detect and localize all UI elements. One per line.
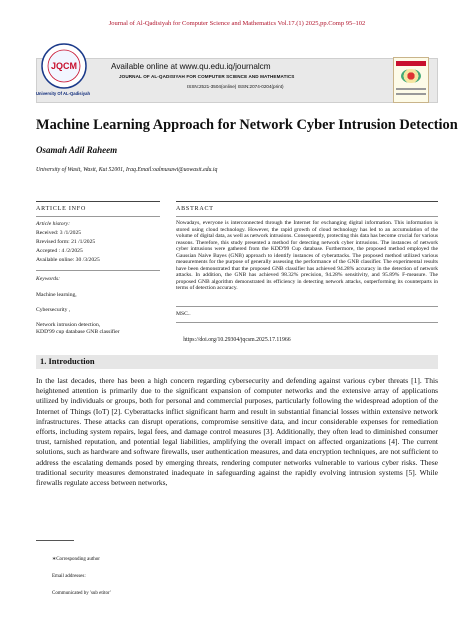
corresponding-author-note: ∗Corresponding author xyxy=(52,557,100,562)
online-date: Available online: 30 /3/2025 xyxy=(36,257,100,263)
divider xyxy=(176,322,438,323)
abstract-text: Nowadays, everyone is interconnected through the Internet for exchanging digital information. This information is stored using cloud technology. However, the rapid growth of cloud technology has led to an accumulation of the volume of digital data, as well as network intrusions. Consequently, protecting this data has become crucial for various reasons. Therefore, this study presented a method for detecting network cyber intrusions. The instances of network cyber intrusions were gathered from the KDD'99 Cup database. Furthermore, the proposed method employed the Gaussian Naive Bayes (GNB) approach to identify instances of cyberattacks. The proposed method utilized various measurements for the purpose of generally assessing the performance of the GNB classifier. The experimental results have been demonstrated that the proposed GNB classifier has achieved 94.28% accuracy in the detection of network attacks. In addition, the GNB has achieved 98.32% precision, 94.28% sensitivity, and 95.89% F-measure. The proposed GNB algorithm demonstrated its efficiency in detecting network attacks, outperforming its counterparts in terms of detection accuracy. xyxy=(176,220,438,292)
available-online: Available online at www.qu.edu.iq/journalcm xyxy=(111,62,271,71)
keyword: KDD'99 cup database GNB classifier xyxy=(36,329,120,335)
divider xyxy=(36,270,160,271)
logo-text: JQCM xyxy=(50,61,78,71)
section-heading-bar xyxy=(36,355,438,369)
keyword: Network intrusion detection, xyxy=(36,322,101,328)
communicated-note: Communicated by 'sub etitor' xyxy=(52,591,111,596)
journal-header: Journal of Al-Qadisiyah for Computer Science and Mathematics Vol.17.(1) 2025,pp.Comp 95–102 xyxy=(108,20,366,27)
divider xyxy=(36,216,160,217)
abstract-heading: ABSTRACT xyxy=(176,206,214,212)
author-affiliation: University of Wasit, Wasit, Kut 52001, Iraq.Email:oalmusawi@uowasit.edu.iq xyxy=(36,167,218,173)
divider xyxy=(176,216,438,217)
university-name: University Of AL-Qadisiyah xyxy=(35,91,91,96)
author-name: Osamah Adil Raheem xyxy=(36,145,118,155)
intro-text: In the last decades, there has been a high concern regarding cybersecurity and defending against various cyber threats [1]. This heightened attention is primarily due to the significant expansion of computer networks and the extensive array of applications utilized by individuals or groups, both for personal and commercial purposes, particularly following the widespread adoption of the Internet of Things (IoT) [2]. Cyberattacks inflict significant harm and result in substantial financial losses within extensive network infrastructures. These attacks can disrupt operations, compromise sensitive data, and incur considerable expenses for remediation efforts, including system repairs, legal fees, and damage control measures [3]. Additionally, they often lead to diminished consumer trust, tarnished reputation, and potential legal liabilities, amplifying the overall impact on affected organizations [4]. The current solutions, such as hardware and software firewalls, user authentication measures, and data encryption techniques, are not sufficient to address the escalating demands posed by emerging threats, rendering computer networks vulnerable to various cyber risks. These traditional security measures demonstrated inadequate in safeguarding against the rapidly evolving intrusion systems [5]. While firewalls regulate access between networks, xyxy=(36,376,438,488)
history-label: Article history: xyxy=(36,221,71,227)
keyword: Machine learning, xyxy=(36,292,77,298)
footnote-divider xyxy=(36,540,74,541)
journal-logo-icon xyxy=(41,43,87,89)
msc: MSC.. xyxy=(176,311,191,317)
keyword: Cybersecurity , xyxy=(36,307,71,313)
email-note: Email addresses: xyxy=(52,574,86,579)
paper-title: Machine Learning Approach for Network Cyber Intrusion Detection xyxy=(36,117,458,133)
divider xyxy=(36,201,160,202)
doi-link[interactable]: https://doi.org/10.29304/jqcsm.2025.17.11966 xyxy=(183,337,291,343)
issn: ISSN:2521-3504(online) ISSN:2074-0204(print) xyxy=(187,84,284,89)
section-heading: 1. Introduction xyxy=(40,356,95,366)
revised-date: Rrevised form: 21 /1/2025 xyxy=(36,239,96,245)
divider xyxy=(176,306,438,307)
journal-banner xyxy=(36,58,438,103)
received-date: Received: 3 /1/2025 xyxy=(36,230,82,236)
divider xyxy=(176,201,438,202)
banner-journal-name: JOURNAL OF AL-QADISIYAH FOR COMPUTER SCIENCE AND MATHEMATICS xyxy=(119,74,295,79)
accepted-date: Accepted : 4 /2/2025 xyxy=(36,248,83,254)
journal-cover-icon xyxy=(393,57,429,103)
article-info-heading: ARTICLE INFO xyxy=(36,206,87,212)
keywords-label: Keywords: xyxy=(36,276,61,282)
